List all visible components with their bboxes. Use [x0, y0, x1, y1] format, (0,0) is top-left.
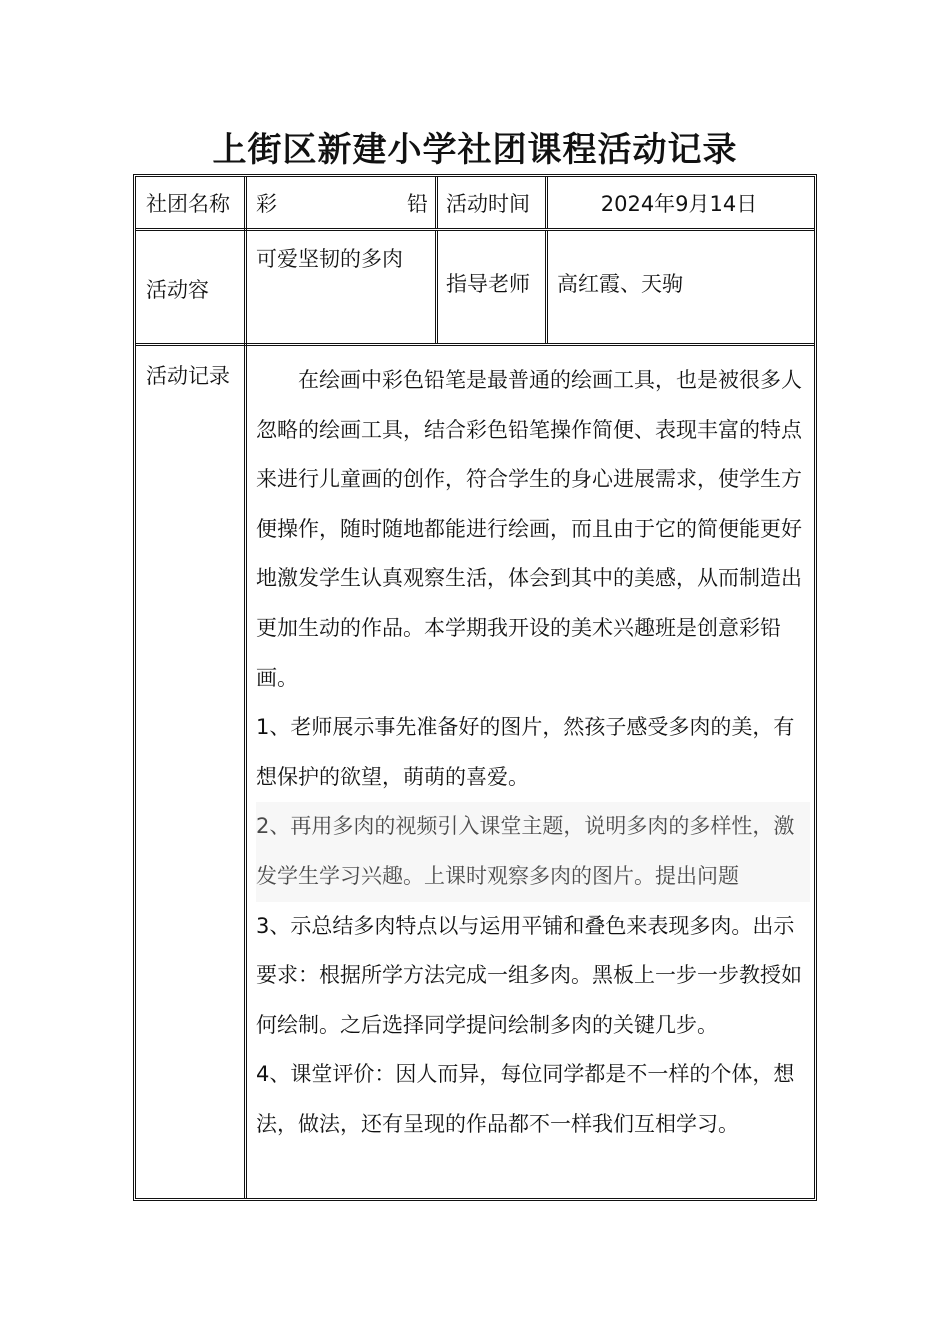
club-name-label: 社团名称: [146, 192, 230, 216]
club-name-char-1: 彩: [256, 192, 277, 216]
page-title: 上街区新建小学社团课程活动记录: [212, 130, 738, 170]
club-name-char-2: 铅: [407, 192, 428, 216]
activity-record-body: [256, 356, 810, 1150]
activity-content-label: 活动容: [146, 278, 209, 302]
instructor-label: 指导老师: [446, 272, 530, 296]
record-paragraph-intro: 在绘画中彩色铅笔是最普通的绘画工具，也是被很多人忽略的绘画工具，结合彩色铅笔操作简便、表现丰富的特点来进行儿童画的创作，符合学生的身心进展需求，使学生方便操作，随时随地都能进行绘画，而且由于它的简便能更好地激发学生认真观察生活，体会到其中的美感，从而制造出更加生动的作品。本学期我开设的美术兴趣班是创意彩铅画。: [256, 368, 802, 690]
activity-record-label: 活动记录: [146, 364, 230, 388]
record-paragraph-step-3: 3、示总结多肉特点以与运用平铺和叠色来表现多肉。出示要求：根据所学方法完成一组多肉。黑板上一步一步教授如何绘制。之后选择同学提问绘制多肉的关键几步。: [256, 913, 802, 1037]
club-name-value: [256, 190, 428, 218]
activity-time-label: 活动时间: [446, 192, 530, 216]
col-divider-mid-row2: [435, 230, 438, 344]
col-divider-value-row1: [545, 176, 548, 229]
col-divider-label: [244, 176, 247, 1199]
instructor-value: 高红霞、天驹: [557, 272, 683, 296]
row-divider-2: [135, 343, 815, 346]
col-divider-mid-row1: [435, 176, 438, 229]
activity-content-value: 可爱坚韧的多肉: [256, 247, 403, 271]
col-divider-value-row2: [545, 230, 548, 344]
activity-time-value: 2024年9月14日: [600, 192, 758, 216]
record-paragraph-step-2: 2、再用多肉的视频引入课堂主题，说明多肉的多样性，激发学生学习兴趣。上课时观察多肉的图片。提出问题: [256, 802, 810, 901]
record-paragraph-step-4: 4、课堂评价：因人而异，每位同学都是不一样的个体，想法，做法，还有呈现的作品都不一样我们互相学习。: [256, 1062, 795, 1136]
row-divider-1: [135, 228, 815, 231]
record-paragraph-step-1: 1、老师展示事先准备好的图片，然孩子感受多肉的美，有想保护的欲望，萌萌的喜爱。: [256, 715, 795, 789]
